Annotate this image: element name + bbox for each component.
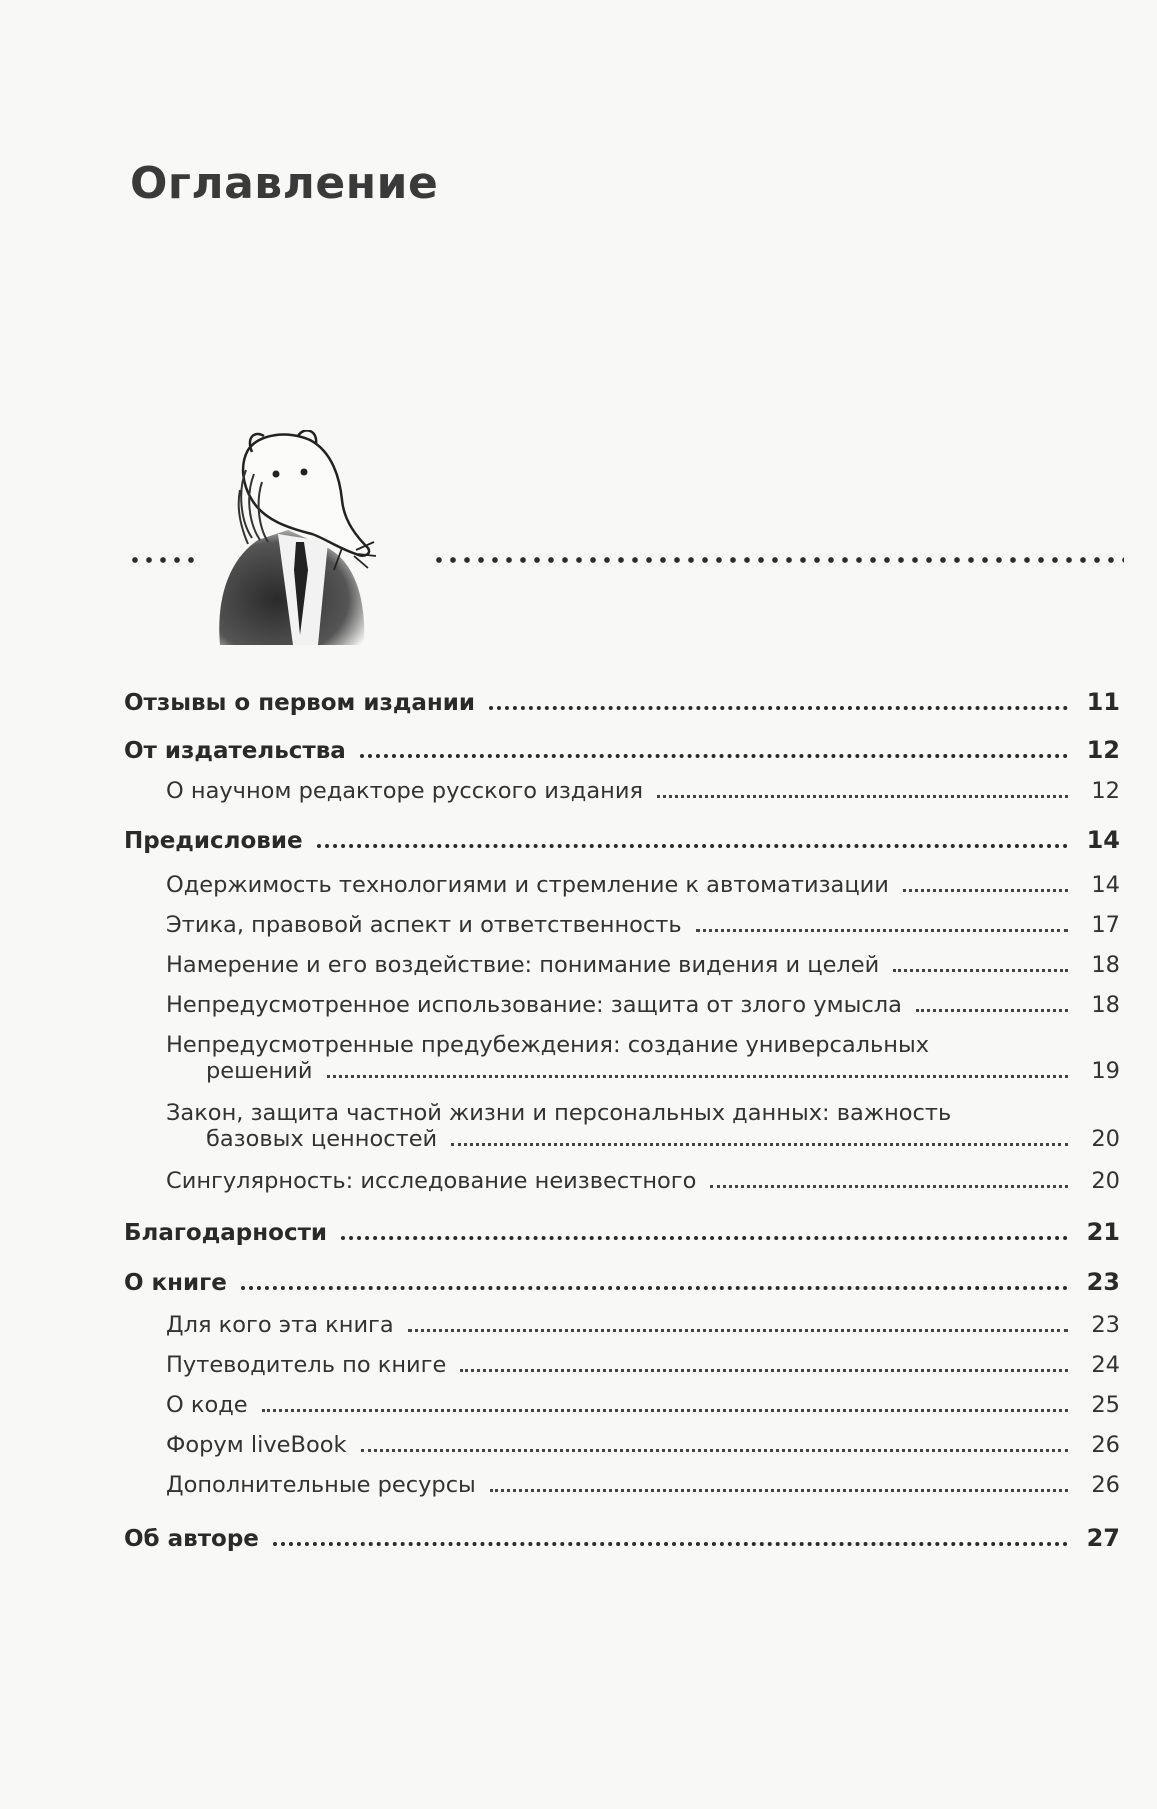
toc-entry-title: От издательства	[124, 738, 346, 764]
dot-leader	[360, 754, 1068, 758]
toc-entry-title: Намерение и его воздействие: понимание видения и целей	[166, 952, 880, 978]
toc-entry-page: 19	[1091, 1058, 1120, 1084]
dot-leader	[893, 969, 1068, 972]
toc-entry-title: Отзывы о первом издании	[124, 690, 476, 716]
toc-entry-title: Одержимость технологиями и стремление к автоматизации	[166, 872, 889, 898]
toc-entry-title: Путеводитель по книге	[166, 1352, 447, 1378]
toc-entry-title: Форум liveBook	[166, 1432, 347, 1458]
toc-entry[interactable]	[124, 1352, 1120, 1378]
toc-entry-title: О книге	[124, 1270, 227, 1296]
dot-leader	[916, 1009, 1068, 1012]
toc-entry-title: Закон, защита частной жизни и персональных данных: важность	[166, 1100, 952, 1126]
dot-leader	[710, 1185, 1068, 1188]
toc-entry-page: 23	[1086, 1268, 1120, 1296]
toc-entry[interactable]	[124, 1524, 1120, 1552]
toc-entry[interactable]	[124, 1168, 1120, 1194]
toc-entry-page: 26	[1091, 1432, 1120, 1458]
toc-entry[interactable]	[124, 872, 1120, 898]
dot-leader	[903, 889, 1068, 892]
dot-leader	[262, 1409, 1068, 1412]
toc-entry-title: О коде	[166, 1392, 248, 1418]
toc-entry-page: 21	[1086, 1218, 1120, 1246]
toc-entry-page: 14	[1091, 872, 1120, 898]
dot-leader	[657, 795, 1068, 798]
toc-entry-title-continued: решений	[206, 1058, 313, 1084]
toc-entry[interactable]	[124, 1392, 1120, 1418]
toc-entry[interactable]	[124, 778, 1120, 804]
toc-entry-title: О научном редакторе русского издания	[166, 778, 644, 804]
toc-entry[interactable]	[124, 1432, 1120, 1458]
toc-entry[interactable]	[124, 1032, 1120, 1084]
toc-entry[interactable]	[124, 1268, 1120, 1296]
toc-entry[interactable]	[124, 952, 1120, 978]
toc-entry-title: Этика, правовой аспект и ответственность	[166, 912, 682, 938]
toc-entry[interactable]	[124, 826, 1120, 854]
dot-leader	[408, 1329, 1068, 1332]
toc-entry-page: 20	[1091, 1126, 1120, 1152]
dot-leader	[490, 1489, 1068, 1492]
page-title: Оглавление	[130, 158, 439, 209]
dot-leader	[327, 1075, 1068, 1078]
dot-leader	[451, 1143, 1068, 1146]
anteater-illustration-icon	[128, 430, 1128, 650]
toc-entry-title: Об авторе	[124, 1526, 259, 1552]
toc-entry-page: 25	[1091, 1392, 1120, 1418]
dot-leader	[460, 1369, 1068, 1372]
dot-leader	[489, 706, 1068, 710]
toc-entry[interactable]	[124, 1472, 1120, 1498]
dot-leader	[317, 844, 1068, 848]
toc-entry-title-continued: базовых ценностей	[206, 1126, 438, 1152]
toc-entry-page: 12	[1091, 778, 1120, 804]
table-of-contents	[124, 688, 1120, 1552]
toc-entry[interactable]	[124, 736, 1120, 764]
toc-entry-title: Предисловие	[124, 828, 303, 854]
toc-entry-page: 18	[1091, 992, 1120, 1018]
toc-entry-page: 20	[1091, 1168, 1120, 1194]
toc-entry[interactable]	[124, 992, 1120, 1018]
toc-entry-page: 23	[1091, 1312, 1120, 1338]
ornament-dots-left	[128, 555, 198, 565]
toc-entry-title: Непредусмотренные предубеждения: создание универсальных	[166, 1032, 930, 1058]
toc-entry[interactable]	[124, 912, 1120, 938]
toc-entry[interactable]	[124, 1312, 1120, 1338]
toc-entry-page: 27	[1086, 1524, 1120, 1552]
toc-entry-title: Для кого эта книга	[166, 1312, 394, 1338]
ornament-dots-right	[432, 555, 1124, 565]
toc-entry-page: 26	[1091, 1472, 1120, 1498]
toc-entry-page: 12	[1086, 736, 1120, 764]
toc-entry-page: 18	[1091, 952, 1120, 978]
toc-entry-title: Сингулярность: исследование неизвестного	[166, 1168, 697, 1194]
dot-leader	[273, 1542, 1068, 1546]
dot-leader	[361, 1449, 1068, 1452]
toc-entry-page: 14	[1086, 826, 1120, 854]
toc-entry-title: Благодарности	[124, 1220, 328, 1246]
dot-leader	[341, 1236, 1068, 1240]
toc-entry-page: 17	[1091, 912, 1120, 938]
toc-entry-title: Непредусмотренное использование: защита от злого умысла	[166, 992, 902, 1018]
toc-entry-title: Дополнительные ресурсы	[166, 1472, 476, 1498]
toc-entry[interactable]	[124, 1218, 1120, 1246]
dot-leader	[696, 929, 1068, 932]
toc-entry[interactable]	[124, 1100, 1120, 1152]
toc-entry[interactable]	[124, 688, 1120, 716]
toc-entry-page: 24	[1091, 1352, 1120, 1378]
dot-leader	[241, 1286, 1068, 1290]
toc-entry-page: 11	[1086, 688, 1120, 716]
